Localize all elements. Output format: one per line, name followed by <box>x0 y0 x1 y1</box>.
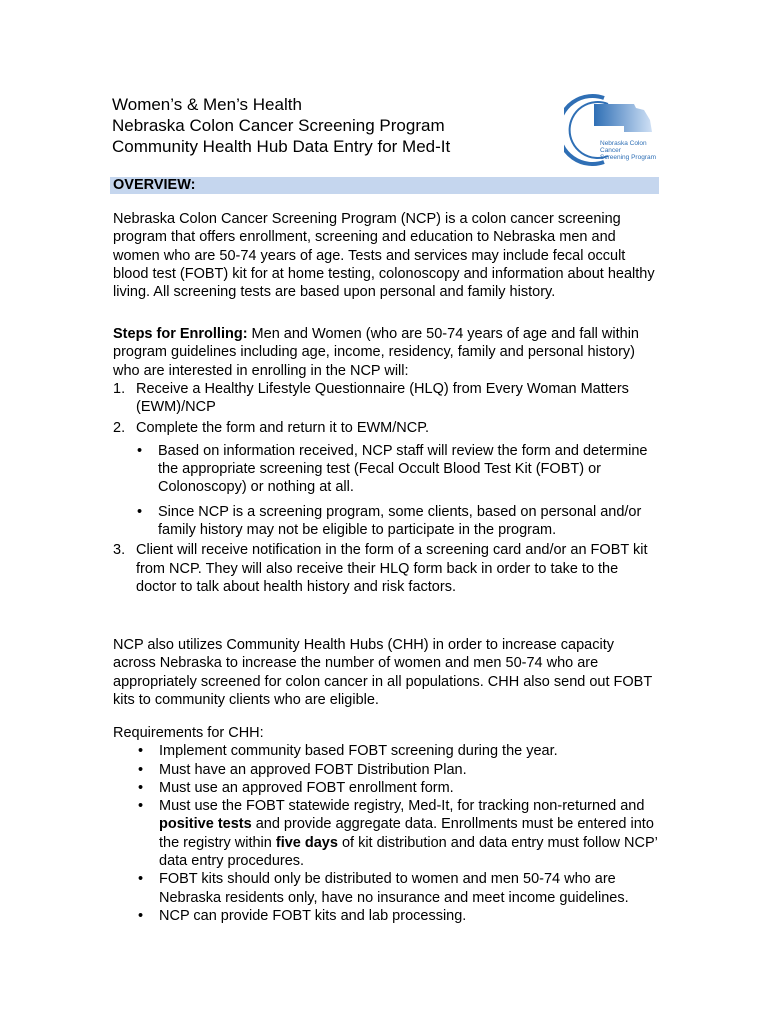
step-2-bullet-2 <box>136 503 658 540</box>
bullet-icon: • <box>138 743 144 760</box>
requirement-4 <box>113 797 658 870</box>
requirement-text-part: and provide aggregate data. Enrollments must be entered into the registry within <box>159 816 654 851</box>
requirement-2 <box>113 761 658 779</box>
step-item-3 <box>113 541 658 596</box>
step-text-3: Client will receive notification in the form of a screening card and/or an FOBT kit from NCP. They will also receive their HLQ form back in order to take to the doctor to talk about health history and risk factors. <box>136 542 648 595</box>
overview-heading: OVERVIEW: <box>110 177 659 194</box>
overview-section <box>113 210 658 301</box>
bullet-icon: • <box>138 871 144 888</box>
requirement-3 <box>113 779 658 797</box>
steps-intro-text: Men and Women (who are 50-74 years of age and fall within program guidelines including age, income, residency, family and personal history) who are interested in enrolling in the NCP will: <box>113 326 639 379</box>
requirement-text <box>159 798 657 869</box>
requirement-text: NCP can provide FOBT kits and lab processing. <box>159 907 467 924</box>
requirement-text: FOBT kits should only be distributed to women and men 50-74 who are Nebraska residents only, have no insurance and meet income guidelines. <box>159 871 629 906</box>
step-text-1: Receive a Healthy Lifestyle Questionnaire (HLQ) from Every Woman Matters (EWM)/NCP <box>136 380 629 416</box>
document-header <box>112 94 542 157</box>
step-item-2 <box>113 419 658 539</box>
requirement-6 <box>113 907 658 925</box>
bullet-icon: • <box>138 761 144 778</box>
bullet-icon: • <box>138 798 144 815</box>
steps-label: Steps for Enrolling: <box>113 326 248 342</box>
bullet-icon: • <box>137 503 143 520</box>
requirement-text: Implement community based FOBT screening during the year. <box>159 743 558 760</box>
header-line-3: Community Health Hub Data Entry for Med-It <box>112 137 451 156</box>
requirement-text: Must use an approved FOBT enrollment form. <box>159 779 454 796</box>
header-line-1: Women’s & Men’s Health <box>112 95 302 114</box>
logo-caption <box>600 140 668 161</box>
requirements-title: Requirements for CHH: <box>113 725 264 741</box>
requirements-list <box>113 742 658 925</box>
header-line-2: Nebraska Colon Cancer Screening Program <box>112 116 445 135</box>
requirements-section <box>113 724 658 925</box>
logo-caption-line-2: Screening Program <box>600 154 656 161</box>
requirement-text-part: of kit distribution and data entry must follow NCP’ data entry procedures. <box>159 834 658 870</box>
bullet-icon: • <box>137 442 143 459</box>
requirement-5 <box>113 870 658 907</box>
chh-section <box>113 636 658 709</box>
overview-paragraph: Nebraska Colon Cancer Screening Program (NCP) is a colon cancer screening program that offers enrollment, screening and education to Nebraska men and women who are 50-74 years of age. Tests and services may include fecal occult blood test (FOBT) kit for at home testing, colonoscopy and information about healthy living. All screening tests are based upon personal and family history. <box>113 211 655 301</box>
steps-intro <box>113 325 658 380</box>
step-number-1: 1. <box>113 380 126 397</box>
requirement-emphasis: positive tests <box>159 816 252 833</box>
step-text-2: Complete the form and return it to EWM/NCP. <box>136 420 430 437</box>
logo-caption-line-1: Nebraska Colon Cancer <box>600 140 647 154</box>
bullet-icon: • <box>138 779 144 796</box>
requirement-text: Must have an approved FOBT Distribution Plan. <box>159 761 467 778</box>
bullet-text: Based on information received, NCP staff will review the form and determine the appropriate screening test (Fecal Occult Blood Test Kit (FOBT) or Colonoscopy) or nothing at all. <box>158 442 648 496</box>
requirement-1 <box>113 742 658 760</box>
bullet-icon: • <box>138 907 144 924</box>
bullet-text: Since NCP is a screening program, some clients, based on personal and/or family history may not be eligible to participate in the program. <box>158 503 642 538</box>
program-logo <box>564 92 668 166</box>
step-item-1 <box>113 380 658 417</box>
requirement-emphasis: five days <box>275 834 338 851</box>
chh-paragraph: NCP also utilizes Community Health Hubs (CHH) in order to increase capacity across Nebraska to increase the number of women and men 50-74 who are appropriately screened for colon cancer in all populations. CHH also send out FOBT kits to community clients who are eligible. <box>113 637 652 708</box>
requirement-text-part: Must use the FOBT statewide registry, Med-It, for tracking non-returned and <box>159 798 645 815</box>
step-number-3: 3. <box>113 542 126 559</box>
step-2-bullet-1 <box>136 442 658 497</box>
step-number-2: 2. <box>113 420 126 437</box>
steps-section <box>113 325 658 596</box>
steps-list <box>113 380 658 596</box>
step-2-bullets <box>136 442 658 539</box>
